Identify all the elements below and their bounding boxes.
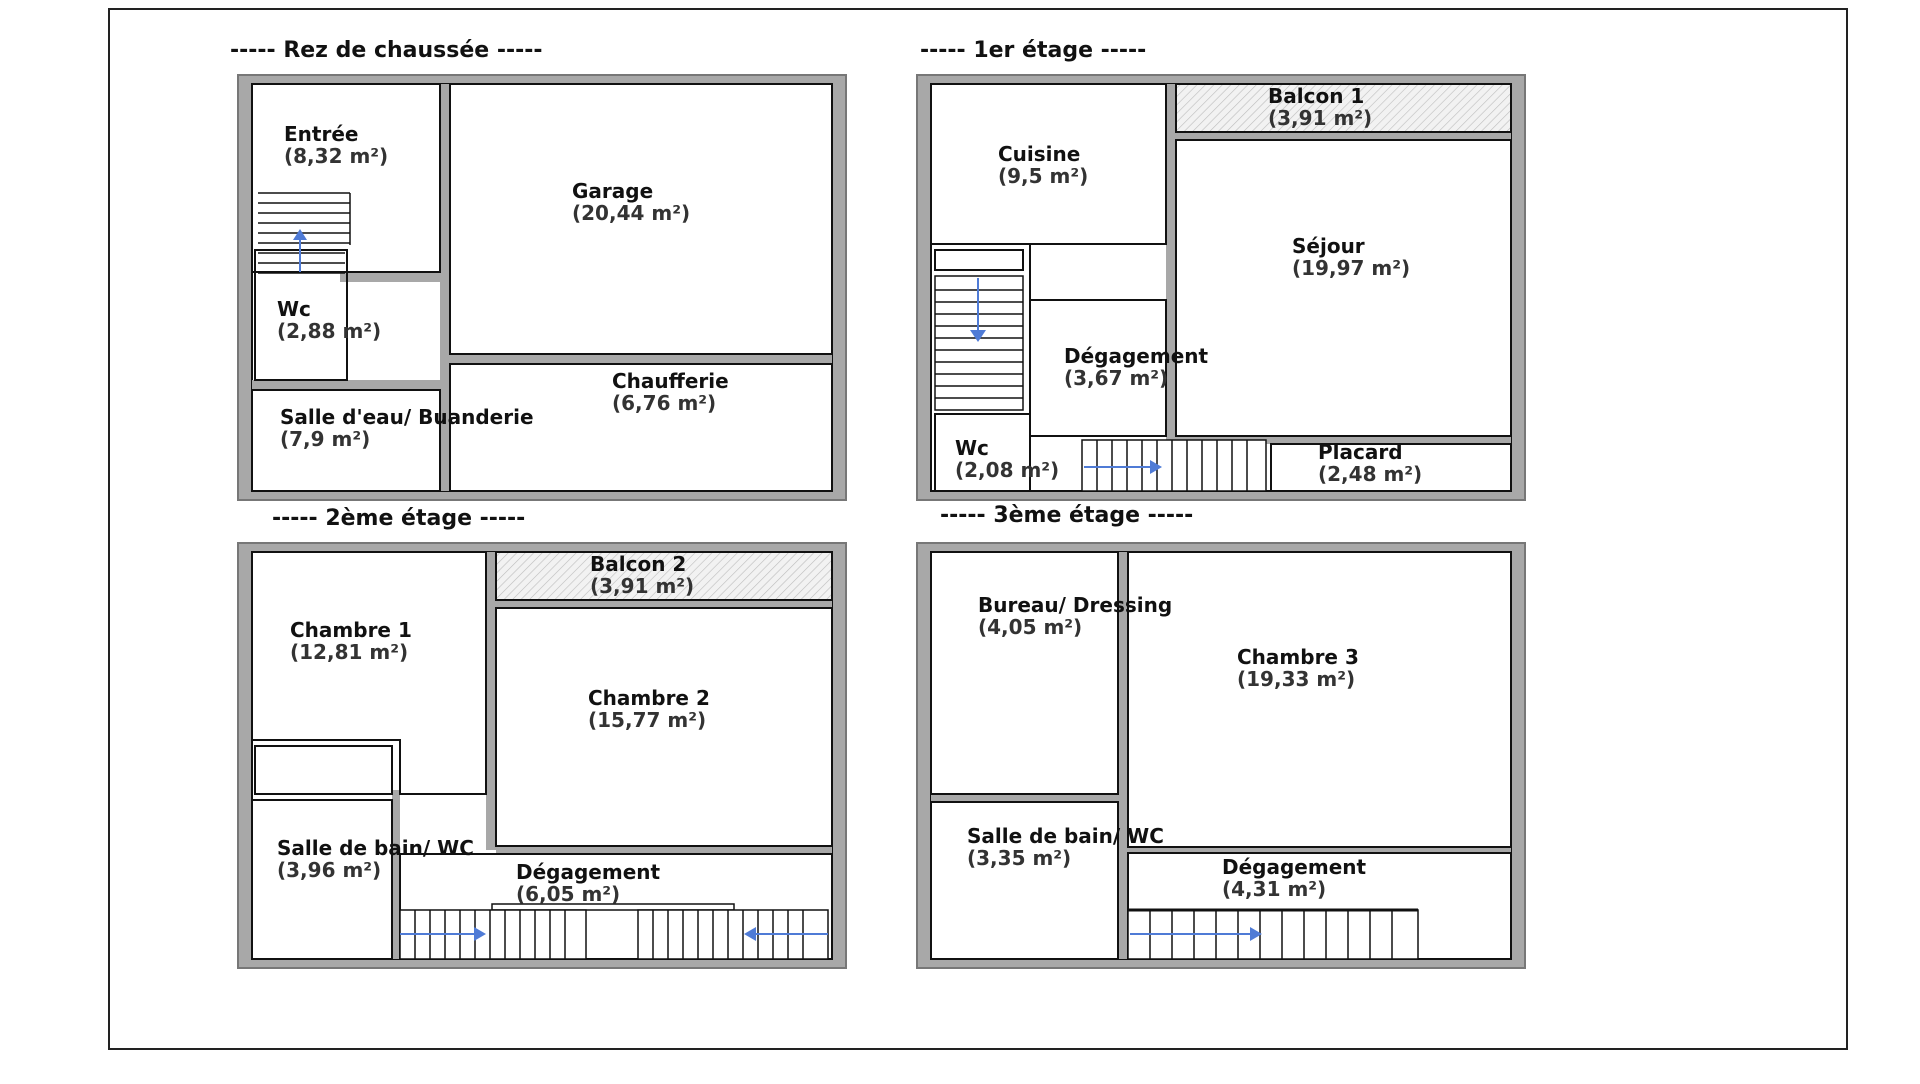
- room-area-buanderie: (7,9 m²): [280, 427, 371, 451]
- wall-fill: [252, 380, 440, 390]
- room-area-garage: (20,44 m²): [572, 201, 691, 225]
- room-area-entree: (8,32 m²): [284, 144, 389, 168]
- room-area-chambre1: (12,81 m²): [290, 640, 409, 664]
- wall-fill: [1176, 132, 1511, 140]
- room-name-sejour: Séjour: [1292, 234, 1365, 258]
- room-area-degagement: (4,31 m²): [1222, 877, 1327, 901]
- wall-fill: [450, 354, 832, 364]
- room-name-buanderie: Salle d'eau/ Buanderie: [280, 405, 534, 429]
- floor-title: ----- 2ème étage -----: [272, 506, 526, 531]
- room-area-sdb: (3,96 m²): [277, 858, 382, 882]
- wall-fill: [1166, 84, 1176, 300]
- room-name-sdb: Salle de bain/ WC: [277, 836, 474, 860]
- floor-first: [917, 38, 1525, 500]
- room-area-cuisine: (9,5 m²): [998, 164, 1089, 188]
- room-area-wc: (2,88 m²): [277, 319, 382, 343]
- room-name-sdb: Salle de bain/ WC: [967, 824, 1164, 848]
- wall-fill: [496, 846, 832, 854]
- floor-third: [917, 503, 1525, 968]
- wall-fill: [340, 272, 440, 282]
- room-name-chambre2: Chambre 2: [588, 686, 710, 710]
- room-name-degagement: Dégagement: [1222, 855, 1367, 879]
- room-name-degagement: Dégagement: [1064, 344, 1209, 368]
- room-area-sejour: (19,97 m²): [1292, 256, 1411, 280]
- room-area-sdb: (3,35 m²): [967, 846, 1072, 870]
- floor-title: ----- 1er étage -----: [920, 38, 1147, 63]
- room-area-chaufferie: (6,76 m²): [612, 391, 717, 415]
- room-name-chaufferie: Chaufferie: [612, 369, 729, 393]
- room-area-chambre3: (19,33 m²): [1237, 667, 1356, 691]
- floor-ground: [230, 38, 846, 500]
- wall-fill: [486, 552, 496, 850]
- floor-title: ----- Rez de chaussée -----: [230, 38, 543, 63]
- room-name-placard: Placard: [1318, 440, 1403, 464]
- floor-second: [238, 506, 846, 968]
- room-area-wc: (2,08 m²): [955, 458, 1060, 482]
- wall-fill: [440, 84, 450, 491]
- staircase: [1082, 440, 1266, 491]
- wall-fill: [931, 794, 1118, 802]
- room-name-entree: Entrée: [284, 122, 359, 146]
- room-area-chambre2: (15,77 m²): [588, 708, 707, 732]
- room-name-chambre3: Chambre 3: [1237, 645, 1359, 669]
- room-name-chambre1: Chambre 1: [290, 618, 412, 642]
- floor-title: ----- 3ème étage -----: [940, 503, 1194, 528]
- room-area-degagement: (3,67 m²): [1064, 366, 1169, 390]
- room-name-wc: Wc: [955, 436, 989, 460]
- wall-fill: [496, 600, 832, 608]
- room-name-bureau: Bureau/ Dressing: [978, 593, 1173, 617]
- room-name-cuisine: Cuisine: [998, 142, 1081, 166]
- room-area-balcon1: (3,91 m²): [1268, 106, 1373, 130]
- room-name-degagement: Dégagement: [516, 860, 661, 884]
- room-area-bureau: (4,05 m²): [978, 615, 1083, 639]
- room-name-balcon2: Balcon 2: [590, 552, 687, 576]
- room-area-degagement: (6,05 m²): [516, 882, 621, 906]
- room-name-balcon1: Balcon 1: [1268, 84, 1365, 108]
- room-name-garage: Garage: [572, 179, 654, 203]
- wall-fill: [392, 790, 400, 959]
- room-area-placard: (2,48 m²): [1318, 462, 1423, 486]
- room-area-balcon2: (3,91 m²): [590, 574, 695, 598]
- room-name-wc: Wc: [277, 297, 311, 321]
